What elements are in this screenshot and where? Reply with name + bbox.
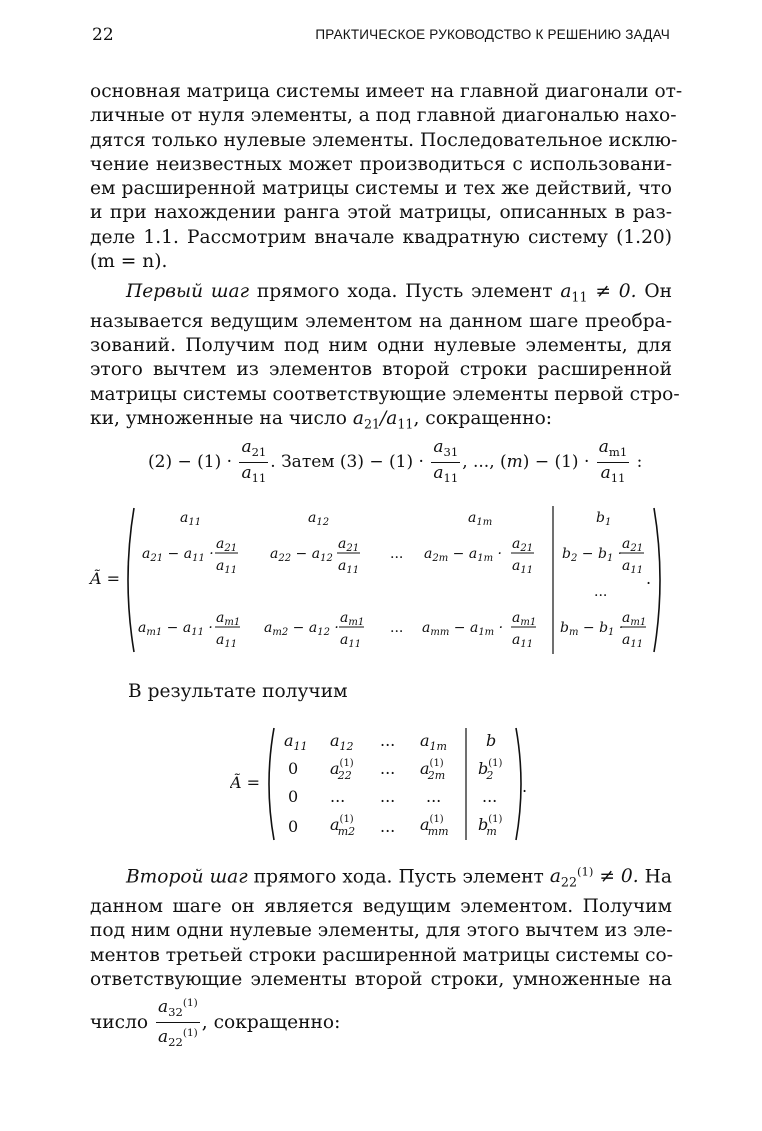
formula-text: ) − (1) · (522, 452, 595, 473)
text-line: ментов третьей строки расширенной матрицы системы со- (90, 944, 673, 966)
text-line: (m = n). (90, 251, 168, 273)
fraction: $\frac{a_{32}^{(1)}}{a_{22}^{(1)}}$ (156, 994, 200, 1051)
frac-num: $a_{m1}$ (216, 610, 241, 628)
text-line (90, 860, 672, 895)
matrix-cell: $a_{1m}$ (468, 510, 493, 528)
frac-num: $a_{m1}$ (512, 610, 537, 628)
matrix-cell: $a^{(1)}$ 2m (420, 758, 446, 782)
formula-text: . Затем (3) − (1) · (270, 452, 430, 473)
matrix-cell: $b^{(1)}$ m (478, 814, 503, 838)
frac-den: $a_{11}$ (216, 632, 238, 650)
text-line: называется ведущим элементом на данном шаге преобра- (90, 310, 672, 332)
text-line: этого вычтем из элементов второй строки расширенной (90, 359, 672, 381)
matrix-cell: $a_{21} - a_{11}$ · (142, 546, 214, 564)
formula-row-operations (148, 438, 642, 487)
ellipsis: ... (426, 787, 442, 806)
ellipsis: ... (380, 759, 396, 778)
text-line: дятся только нулевые элементы. Последовательное исклю- (90, 129, 678, 151)
math-inline: $a_{22}^{(1)} \ne 0$. (549, 865, 639, 890)
ellipsis: ... (482, 787, 498, 806)
frac-num: $a_{21}$ (216, 536, 238, 554)
text-line: матрицы системы соответствующие элементы первой стро- (90, 383, 680, 405)
frac-den: $a_{11}$ (512, 632, 534, 650)
matrix-row (138, 610, 646, 650)
frac-num: $a_{21}$ (512, 536, 534, 554)
fraction: $\frac{a_{m1}}{a_{11}}$ (598, 437, 628, 486)
text-fragment: прямого хода. Пусть элемент (247, 866, 550, 888)
matrix-label: Ã = (90, 569, 121, 588)
left-paren (269, 728, 274, 840)
text-line: зований. Получим под ним одни нулевые элементы, для (90, 335, 672, 357)
math-inline: $a_{21}/a_{11}$ (352, 407, 414, 432)
ellipsis: ... (380, 817, 396, 836)
frac-den: $a_{11}$ (340, 632, 362, 650)
augmented-matrix-step1 (86, 500, 686, 660)
end-punct: . (646, 569, 652, 588)
paragraph-3 (90, 860, 672, 992)
matrix-cell: $b_m - b_1$ · (560, 620, 624, 638)
ellipsis: ... (390, 546, 404, 562)
matrix-cell: $a_{12}$ (308, 510, 330, 528)
text-line: ответствующие элементы второй строки, умноженные на (90, 968, 672, 990)
paragraph-2 (90, 280, 680, 437)
formula-text: , ..., ( (462, 452, 507, 473)
text-fragment: На (638, 866, 672, 888)
text-line: под ним одни нулевые элементы, для этого вычтем из эле- (90, 920, 673, 942)
running-title: ПРАКТИЧЕСКОЕ РУКОВОДСТВО К РЕШЕНИЮ ЗАДАЧ (315, 27, 670, 42)
matrix-cell: $a^{(1)}$ mm (420, 814, 449, 838)
matrix-cell: $a_{mm} - a_{1m}$ · (422, 620, 504, 638)
matrix-cell: b (486, 731, 497, 750)
text-fragment: число (90, 1011, 155, 1033)
text-line (90, 407, 672, 437)
matrix-row (288, 814, 503, 838)
matrix-cell: 0 (288, 817, 299, 836)
text-line: ем расширенной матрицы системы и тех же действий, что (90, 178, 672, 200)
fraction: $\frac{a_{21}}{a_{11}}$ (241, 437, 267, 486)
ellipsis: ... (330, 787, 346, 806)
matrix-cell: $a_{11}$ (284, 731, 308, 753)
matrix-cell: $a_{2m} - a_{1m}$ · (424, 546, 502, 564)
frac-den: $a_{11}$ (216, 558, 238, 576)
math-var: m (506, 452, 523, 473)
italic-term: Первый шаг (126, 281, 250, 302)
text-line: деле 1.1. Рассмотрим вначале квадратную систему (1.20) (90, 226, 672, 248)
math-inline: $a_{11} \ne 0$. (560, 281, 637, 305)
matrix-row (180, 510, 611, 528)
text-fragment: , сокращенно: (413, 407, 553, 429)
matrix-cell: $a_{11}$ (180, 510, 202, 528)
matrix-row (142, 536, 644, 576)
frac-num: $a_{21}$ (338, 536, 360, 554)
frac-num: $a_{21}$ (622, 536, 644, 554)
matrix-row (288, 758, 503, 782)
matrix-cell: $a_{m1} - a_{11}$ · (138, 620, 213, 638)
fraction: $\frac{a_{31}}{a_{11}}$ (433, 437, 459, 486)
matrix-cell: $a_{1m}$ (420, 731, 447, 753)
matrix-cell: $a_{12}$ (330, 731, 354, 753)
formula-text: (2) − (1) · (148, 452, 238, 473)
text-fragment: ки, умноженные на число (90, 407, 353, 429)
text-fragment: Он (636, 281, 672, 302)
matrix-cell: $a^{(1)}$ m2 (330, 814, 356, 838)
text-fragment: , сокращенно: (201, 1011, 341, 1033)
matrix-cell: 0 (288, 759, 299, 778)
right-paren (654, 508, 660, 652)
text-line (90, 280, 672, 310)
ellipsis: ... (380, 787, 396, 806)
ellipsis: ... (380, 731, 396, 750)
left-paren (128, 508, 134, 652)
end-punct: . (522, 777, 528, 796)
matrix-cell: $a_{m2} - a_{12}$ · (264, 620, 339, 638)
matrix-label: Ã = (230, 773, 261, 792)
last-line (90, 994, 340, 1051)
frac-den: $a_{11}$ (338, 558, 360, 576)
text-line: чение неизвестных может производиться с использовани- (90, 153, 672, 175)
frac-den: $a_{11}$ (622, 632, 644, 650)
matrix-cell: $a_{22} - a_{12}$ (270, 546, 333, 564)
frac-num: $a_{m1}$ (622, 610, 647, 628)
matrix-cell: 0 (288, 787, 299, 806)
right-paren (516, 728, 521, 840)
italic-term: Второй шаг (126, 866, 248, 888)
text-line: личные от нуля элементы, а под главной диагональю нахо- (90, 105, 677, 127)
matrix-cell: $b_2 - b_1$ · (562, 546, 623, 564)
frac-den: $a_{11}$ (622, 558, 644, 576)
matrix-cell: $b^{(1)}$ 2 (478, 758, 503, 782)
text-line: и при нахождении ранга этой матрицы, описанных в раз- (90, 202, 672, 224)
frac-den: $a_{11}$ (512, 558, 534, 576)
matrix-row (284, 731, 496, 753)
ellipsis: ... (594, 584, 608, 600)
ellipsis: ... (390, 620, 404, 636)
result-text (128, 680, 528, 704)
text-fragment: прямого хода. Пусть элемент (249, 281, 561, 302)
text-line: В результате получим (128, 681, 348, 702)
text-line: основная матрица системы имеет на главной диагонали от- (90, 81, 683, 102)
matrix-cell: $a^{(1)}$ 22 (330, 758, 354, 782)
page-header (92, 25, 670, 49)
augmented-matrix-result (230, 722, 550, 846)
formula-text: : (631, 452, 643, 473)
page-number: 22 (92, 25, 114, 45)
text-line: данном шаге он является ведущим элементом. Получим (90, 896, 672, 918)
matrix-cell: $b_1$ (596, 510, 612, 528)
frac-num: $a_{m1}$ (340, 610, 365, 628)
paragraph-1 (90, 80, 683, 274)
